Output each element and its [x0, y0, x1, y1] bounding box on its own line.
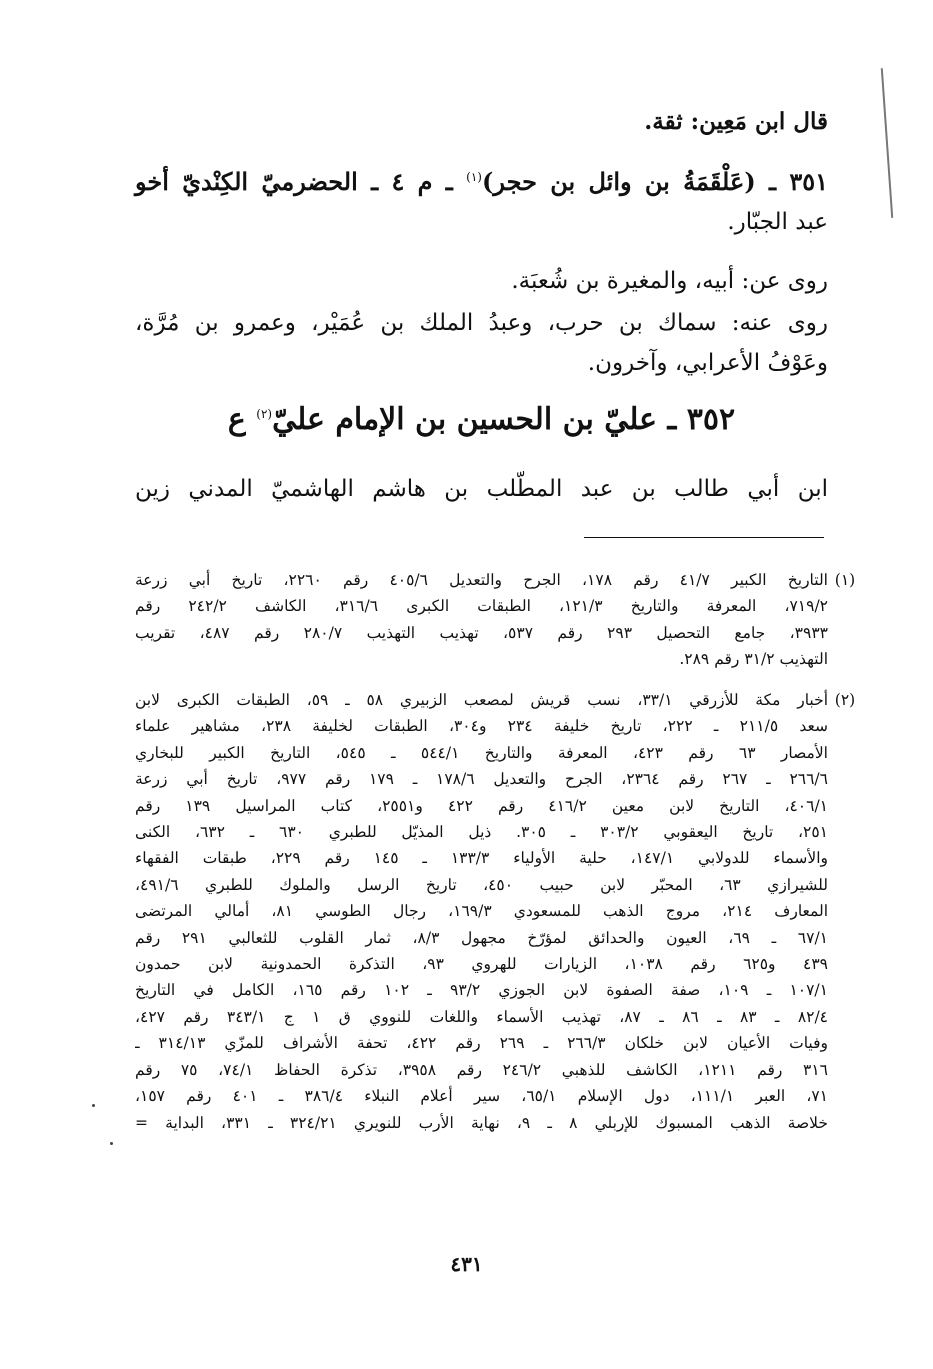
scan-speck	[92, 1104, 95, 1107]
footnote-2-line: ٨٢/٤ ـ ٨٣ ـ ٨٦ ـ ٨٧، تهذيب الأسماء واللغات للنووي ق ١ ج ٣٤٣/١ رقم ٤٢٧،	[135, 1007, 828, 1026]
footnote-2	[135, 687, 856, 1136]
footnote-2-line: أخبار مكة للأزرقي ٣٣/١، نسب قريش لمصعب الزبيري ٥٨ ـ ٥٩، الطبقات الكبرى لابن	[135, 691, 828, 709]
entry-351-heading-text: ٣٥١ ـ (عَلْقَمَةُ بن وائل بن حجر)	[481, 167, 828, 196]
entry-351-heading-tail: ـ م ٤ ـ الحضرميّ الكِنْديّ أخو	[135, 167, 467, 196]
footnote-1-line: التهذيب ٣١/٢ رقم ٢٨٩.	[679, 650, 828, 669]
page-number: ٤٣١	[450, 1252, 483, 1276]
footnote-2-line: ٤٣٩ و٦٢٥ رقم ١٠٣٨، الزيارات للهروي ٩٣، التذكرة الحمدونية لابن حمدون	[135, 955, 828, 974]
footnote-ref-2: (٢)	[256, 407, 273, 421]
footnote-2-line: للشيرازي ٦٣، المحبّر لابن حبيب ٤٥٠، تاريخ الرسل والملوك للطبري ٤٩١/٦،	[135, 875, 828, 894]
footnote-2-line: والأسماء للدولابي ١٤٧/١، حلية الأولياء ١٣٣/٣ ـ ١٤٥ رقم ٢٢٩، طبقات الفقهاء	[135, 849, 828, 868]
entry-351-narrated-by-continuation: وعَوْفُ الأعرابي، وآخرون.	[587, 350, 828, 376]
footnote-2-line: ٢٦٦/٦ ـ ٢٦٧ رقم ٢٣٦٤، الجرح والتعديل ١٧٨/٦ ـ ١٧٩ رقم ٩٧٧، تاريخ أبي زرعة	[135, 770, 828, 789]
entry-352-heading	[135, 402, 828, 437]
footnote-1-number: (١)	[834, 571, 856, 589]
footnote-2-line: ٦٧/١ ـ ٦٩، العيون والحدائق لمؤرّخ مجهول ٨/٣، ثمار القلوب للثعالبي ٢٩١ رقم	[135, 928, 828, 947]
footnote-2-line: وفيات الأعيان لابن خلكان ٢٦٦/٣ ـ ٢٦٩ رقم ٤٢٢، تحفة الأشراف للمزّي ٣١٤/١٣ ـ	[135, 1034, 828, 1053]
scan-margin-mark	[881, 68, 893, 218]
entry-351-narrated-by: روى عنه: سماك بن حرب، وعبدُ الملك بن عُمَيْر، وعمرو بن مُرَّة،	[135, 310, 828, 336]
entry-352-heading-tail: ع	[227, 402, 257, 437]
footnote-2-line: الأمصار ٦٣ رقم ٤٢٣، المعرفة والتاريخ ٥٤٤/١ ـ ٥٤٥، التاريخ الكبير للبخاري	[135, 743, 828, 762]
footnote-1	[135, 567, 856, 673]
intro-line: قال ابن مَعِين: ثقة.	[644, 108, 828, 135]
entry-351-heading	[135, 167, 828, 196]
entry-351-narrated-from: روى عن: أبيه، والمغيرة بن شُعبَة.	[511, 268, 828, 294]
footnote-2-number: (٢)	[834, 691, 856, 709]
footnote-1-line: التاريخ الكبير ٤١/٧ رقم ١٧٨، الجرح والتعديل ٤٠٥/٦ رقم ٢٢٦٠، تاريخ أبي زرعة	[135, 571, 828, 589]
footnote-2-line: المعارف ٢١٤، مروج الذهب للمسعودي ١٦٩/٣، رجال الطوسي ٨١، أمالي المرتضى	[135, 902, 828, 921]
footnote-2-line: ٢٥١، تاريخ اليعقوبي ٣٠٣/٢ ـ ٣٠٥. ذيل المذيّل للطبري ٦٣٠ ـ ٦٣٢، الكنى	[135, 823, 828, 842]
footnote-separator	[584, 537, 824, 538]
footnote-2-line: ٤٠٦/١، التاريخ لابن معين ٤١٦/٢ رقم ٤٢٢ و٢٥٥١، كتاب المراسيل ١٣٩ رقم	[135, 796, 828, 815]
footnote-2-line: ٧١، العبر ١١١/١، دول الإسلام ٦٥/١، سير أعلام النبلاء ٣٨٦/٤ ـ ٤٠١ رقم ١٥٧،	[135, 1087, 828, 1106]
footnote-2-line: سعد ٢١١/٥ ـ ٢٢٢، تاريخ خليفة ٢٣٤ و٣٠٤، الطبقات لخليفة ٢٣٨، مشاهير علماء	[135, 717, 828, 736]
footnote-2-line: خلاصة الذهب المسبوك للإربلي ٨ ـ ٩، نهاية الأرب للنويري ٣٢٤/٢١ ـ ٣٣١، البداية =	[135, 1113, 828, 1132]
entry-351-heading-continuation: عبد الجبّار.	[727, 209, 828, 235]
footnote-2-line: ١٠٧/١ ـ ١٠٩، صفة الصفوة لابن الجوزي ٩٣/٢ ـ ١٠٢ رقم ١٦٥، الكامل في التاريخ	[135, 981, 828, 1000]
scan-speck	[110, 1142, 113, 1145]
entry-352-heading-text: ٣٥٢ ـ عليّ بن الحسين بن الإمام عليّ	[272, 402, 736, 437]
footnote-1-line: ٣٩٣٣، جامع التحصيل ٢٩٣ رقم ٥٣٧، تهذيب التهذيب ٢٨٠/٧ رقم ٤٨٧، تقريب	[135, 623, 828, 642]
entry-352-lineage: ابن أبي طالب بن عبد المطّلب بن هاشم الهاشميّ المدني زين	[135, 476, 828, 502]
footnote-1-line: ٧١٩/٢، المعرفة والتاريخ ١٢١/٣، الطبقات الكبرى ٣١٦/٦، الكاشف ٢٤٢/٢ رقم	[135, 597, 828, 616]
footnote-2-line: ٣١٦ رقم ١٢١١، الكاشف للذهبي ٢٤٦/٢ رقم ٣٩٥٨، تذكرة الحفاظ ٧٤/١، ٧٥ رقم	[135, 1060, 828, 1079]
footnote-ref-1: (١)	[466, 170, 482, 184]
